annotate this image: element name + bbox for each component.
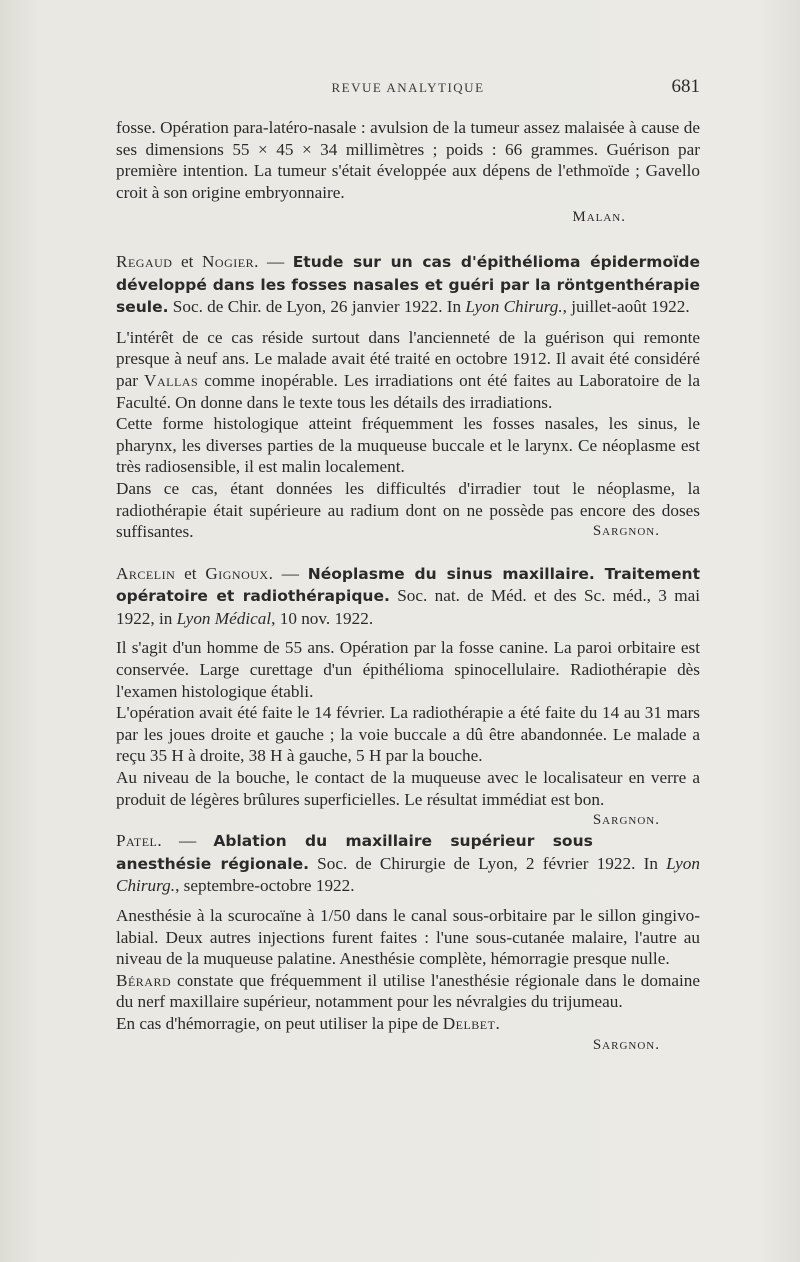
entry-arcelin-paragraph-1: Il s'agit d'un homme de 55 ans. Opération par la fosse canine. La paroi orbitaire est conservée. Large curettage d'un épithélioma spinocellulaire. Radiothérapie dès l'examen histologique établi.	[116, 638, 700, 701]
entry-patel-paragraph-1: Anesthésie à la scurocaïne à 1/50 dans le canal sous-orbitaire par le sillon gingivo-labial. Deux autres injections furent faites : l'une sous-cutanée malaire, l'autre au niveau de la muqueuse palatine. Anesthésie complète, hémorragie presque nulle.	[116, 906, 700, 969]
signature-sargnon: Sargnon.	[592, 812, 660, 829]
text-column	[116, 117, 700, 1056]
source-date: , 10 nov. 1922.	[271, 608, 374, 628]
paragraph-text: Dans ce cas, étant données les difficultés d'irradier tout le néoplasme, la radiothérapie était supérieure au radium dont on ne possède pas encore des doses suffisantes.	[116, 478, 700, 542]
page-header	[116, 76, 700, 102]
journal-name: Lyon Chirurg.	[465, 297, 563, 317]
author-patel: Patel	[116, 831, 158, 851]
author-regaud: Regaud	[116, 251, 173, 271]
paragraph-text: constate que fréquemment il utilise l'anesthésie régionale dans le domaine du nerf maxillaire supérieur, notamment pour les névralgies du trijumeau.	[116, 970, 700, 1012]
heading-dash: . —	[157, 831, 214, 851]
paragraph-text: comme inopérable. Les irradiations ont été faites au Laboratoire de la Faculté. On donne dans le texte tous les détails des irradiations.	[116, 370, 700, 412]
entry-patel-heading	[116, 830, 700, 897]
author-nogier: Nogier	[202, 251, 255, 271]
entry-arcelin-paragraph-2: L'opération avait été faite le 14 février. La radiothérapie a été faite du 14 au 31 mars par les joues droite et gauche ; la voie buccale a dû être abandonnée. Le malade a reçu 35 H à droite, 38 H à gauche, 5 H par la bouche.	[116, 703, 700, 766]
article-title: Ablation du maxillaire supérieur sous anesthésie régionale.	[116, 832, 593, 873]
entry-patel-paragraph-3	[116, 1013, 700, 1035]
person-delbet: Delbet	[442, 1013, 496, 1033]
paragraph-text: Au niveau de la bouche, le contact de la muqueuse avec le localisateur en verre a produit de légères brûlures superficielles. Le résultat immédiat est bon.	[116, 768, 700, 809]
journal-name: Lyon Chirurg.	[116, 853, 700, 896]
entry-regaud-nogier-heading	[116, 251, 700, 319]
entry-regaud-paragraph-3	[116, 478, 700, 543]
article-source: Soc. de Chirurgie de Lyon, 2 février 1922. In	[308, 853, 667, 873]
paragraph-text: L'intérêt de ce cas réside surtout dans l'ancienneté de la guérison qui remonte presque à neuf ans. Le malade avait été traité en octobre 1912. Il avait été considéré par	[116, 327, 700, 390]
person-vallas: Vallas	[144, 370, 199, 390]
entry-regaud-paragraph-1	[116, 327, 700, 413]
signature-malan: Malan.	[572, 209, 626, 226]
paragraph-text: En cas d'hémorragie, on peut utiliser la pipe de	[116, 1013, 443, 1033]
running-title: REVUE ANALYTIQUE	[331, 80, 485, 95]
author-arcelin: Arcelin	[116, 563, 176, 583]
heading-dash: . —	[268, 563, 308, 583]
author-gignoux: Gignoux	[205, 563, 269, 583]
entry-patel-paragraph-2	[116, 970, 700, 1013]
article-source: Soc. nat. de Méd. et des Sc. méd., 3 mai 1922, in	[116, 586, 701, 628]
article-title: Néoplasme du sinus maxillaire. Traitement opératoire et radiothérapique.	[116, 564, 701, 606]
author-conjunction: et	[172, 251, 203, 271]
paragraph-text: .	[495, 1013, 500, 1033]
entry-regaud-paragraph-2: Cette forme histologique atteint fréquemment les fosses nasales, les sinus, le pharynx, les diverses parties de la muqueuse buccale et le larynx. Ce néoplasme est très radiosensible, il est malin localement.	[116, 414, 700, 477]
author-conjunction: et	[175, 563, 206, 583]
source-date: , juillet-août 1922.	[562, 297, 690, 317]
signature-sargnon: Sargnon.	[592, 523, 660, 540]
source-date: , septembre-octobre 1922.	[175, 876, 355, 896]
entry-arcelin-gignoux-heading	[116, 563, 700, 630]
article-title: Etude sur un cas d'épithélioma épidermoïde développé dans les fosses nasales et guéri par la röntgenthérapie seule.	[116, 252, 701, 317]
article-source: Soc. de Chir. de Lyon, 26 janvier 1922. In	[168, 297, 466, 317]
journal-name: Lyon Médical	[176, 608, 272, 628]
page-number: 681	[671, 76, 700, 97]
person-berard: Bérard	[116, 970, 172, 990]
entry-continuation-text: fosse. Opération para-latéro-nasale : avulsion de la tumeur assez malaisée à cause de ses dimensions 55 × 45 × 34 millimètres ; poids : 66 grammes. Guérison par première intention. La tumeur s'était éveloppée aux dépens de l'ethmoïde ; Gavello croit à son origine embryonnaire.	[116, 118, 700, 202]
signature-sargnon: Sargnon.	[592, 1036, 660, 1053]
heading-dash: . —	[254, 251, 293, 271]
entry-arcelin-paragraph-3	[116, 767, 700, 829]
